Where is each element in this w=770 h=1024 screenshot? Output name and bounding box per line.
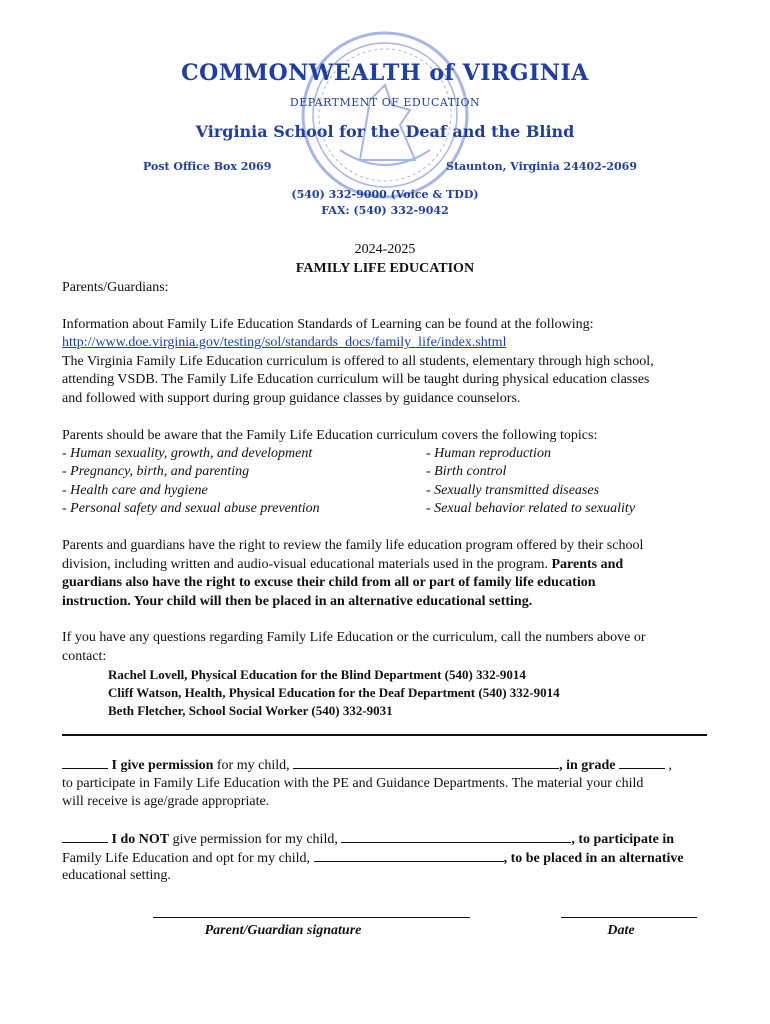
rights-line-3: guardians also have the right to excuse their child from all or part of family life education <box>62 575 596 590</box>
permission-give-check-field[interactable] <box>62 756 108 769</box>
topic-item: - Health care and hygiene <box>62 483 208 498</box>
letterhead-po-box: Post Office Box 2069 <box>143 160 272 173</box>
permission-give-text: for my child, <box>213 758 294 773</box>
letterhead-department: DEPARTMENT OF EDUCATION <box>289 96 481 109</box>
child-name-field[interactable] <box>314 849 504 862</box>
topic-item: - Human sexuality, growth, and development <box>62 446 313 461</box>
intro-paragraph-line-1: The Virginia Family Life Education curriculum is offered to all students, elementary through high school, <box>62 354 654 369</box>
contact-line-2: contact: <box>62 649 107 664</box>
topics-lead: Parents should be aware that the Family Life Education curriculum covers the following topics: <box>62 428 598 443</box>
rights-text: division, including written and audio-visual educational materials used in the program. <box>62 557 552 572</box>
permission-give-label: I give permission <box>111 758 214 773</box>
permission-deny-check-field[interactable] <box>62 830 108 843</box>
topic-item: - Pregnancy, birth, and parenting <box>62 464 250 479</box>
letterhead-fax: FAX: (540) 332-9042 <box>321 204 449 217</box>
rights-line-1: Parents and guardians have the right to review the family life education program offered by their school <box>62 538 644 553</box>
intro-line: Information about Family Life Education Standards of Learning can be found at the following: <box>62 317 594 332</box>
child-name-field[interactable] <box>341 830 571 843</box>
letterhead-phone: (540) 332-9000 (Voice & TDD) <box>291 188 479 201</box>
rights-line-4: instruction. Your child will then be placed in an alternative educational setting. <box>62 594 533 609</box>
contact-person: Rachel Lovell, Physical Education for the Blind Department (540) 332-9014 <box>108 667 526 682</box>
date-label: Date <box>607 923 635 938</box>
contact-person: Beth Fletcher, School Social Worker (540) 332-9031 <box>108 703 393 718</box>
contact-line-1: If you have any questions regarding Family Life Education or the curriculum, call the numbers above or <box>62 630 646 645</box>
topic-item: - Personal safety and sexual abuse prevention <box>62 501 320 516</box>
standards-link[interactable]: http://www.doe.virginia.gov/testing/sol/standards_docs/family_life/index.shtml <box>62 335 507 350</box>
virginia-seal-logo <box>300 30 470 200</box>
permission-give-line-2: to participate in Family Life Education with the PE and Guidance Departments. The material your child <box>62 776 644 791</box>
grade-label: , in grade <box>559 758 619 773</box>
permission-deny-text: Family Life Education and opt for my child, <box>62 851 314 866</box>
punctuation: , <box>665 758 672 773</box>
letterhead-title: COMMONWEALTH of VIRGINIA <box>181 60 589 86</box>
permission-deny-label: I do NOT <box>111 832 170 847</box>
section-divider <box>62 734 707 736</box>
rights-line-2 <box>62 556 623 575</box>
document-title: FAMILY LIFE EDUCATION <box>295 261 475 276</box>
date-field[interactable] <box>561 917 697 918</box>
topic-item: - Sexual behavior related to sexuality <box>426 501 636 516</box>
permission-deny-text: give permission for my child, <box>169 832 342 847</box>
intro-paragraph-line-2: attending VSDB. The Family Life Education curriculum will be taught during physical education classes <box>62 372 650 387</box>
contact-person: Cliff Watson, Health, Physical Education for the Deaf Department (540) 332-9014 <box>108 685 560 700</box>
permission-deny-line-3: educational setting. <box>62 868 171 883</box>
intro-paragraph-line-3: and followed with support during group guidance classes by guidance counselors. <box>62 391 521 406</box>
parent-signature-label: Parent/Guardian signature <box>204 923 362 938</box>
parent-signature-field[interactable] <box>153 917 470 918</box>
topic-item: - Human reproduction <box>426 446 551 461</box>
permission-give-line-3: will receive is age/grade appropriate. <box>62 794 270 809</box>
permission-deny-line-2 <box>62 849 684 869</box>
permission-deny-text: , to participate in <box>571 832 674 847</box>
school-year: 2024-2025 <box>354 242 416 257</box>
letterhead-school: Virginia School for the Deaf and the Blind <box>195 122 575 141</box>
permission-deny-line <box>62 830 674 850</box>
rights-emphasis: Parents and <box>551 557 624 572</box>
topic-item: - Birth control <box>426 464 507 479</box>
permission-deny-text: , to be placed in an alternative <box>503 851 684 866</box>
topic-item: - Sexually transmitted diseases <box>426 483 600 498</box>
grade-field[interactable] <box>619 756 665 769</box>
permission-give-line <box>62 756 672 776</box>
child-name-field[interactable] <box>293 756 559 769</box>
letterhead-city: Staunton, Virginia 24402-2069 <box>446 160 637 173</box>
salutation: Parents/Guardians: <box>62 280 169 295</box>
